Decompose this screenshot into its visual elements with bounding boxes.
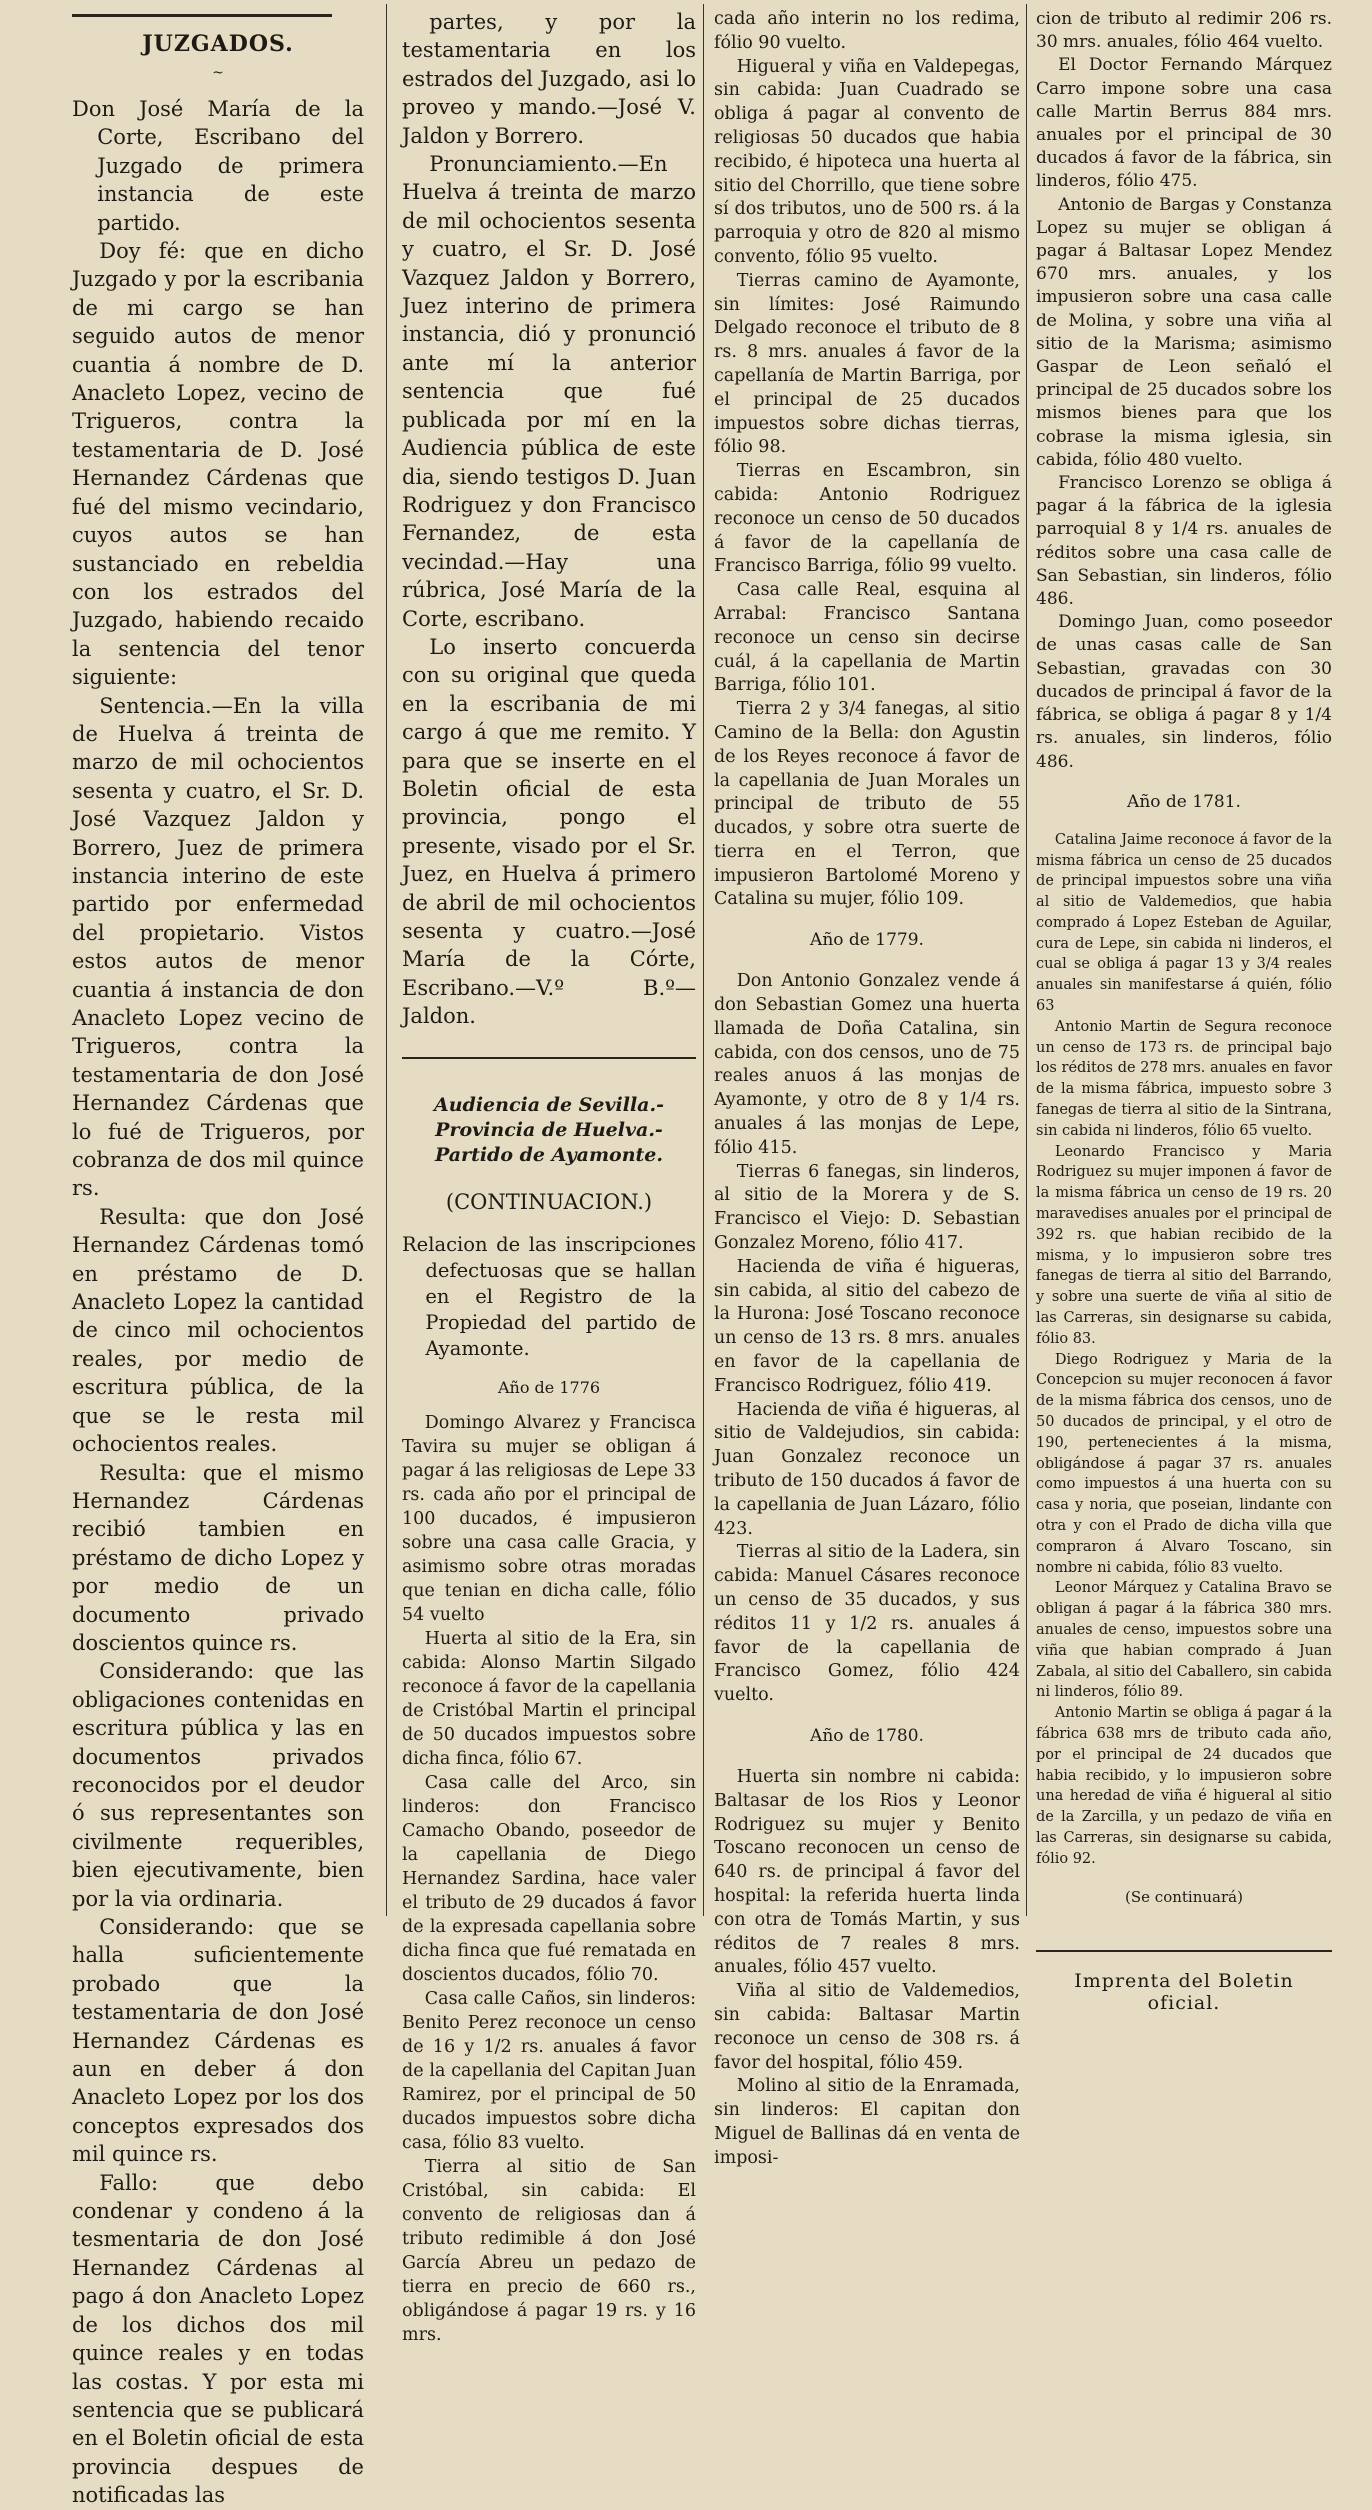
year-heading: Año de 1779.	[810, 930, 924, 951]
entry: Tierra al sitio de San Cristóbal, sin cabida: El convento de religiosas dan á tributo redimible á don José García Abreu un pedazo de tierra en precio de 660 rs., obligándose á pagar 19 rs. y 16 mrs.	[402, 2156, 696, 2345]
entry: Francisco Lorenzo se obliga á pagar á la fábrica de la iglesia parroquial 8 y 1/4 rs. anuales de réditos sobre una casa calle de San Sebastian, sin linderos, fólio 486.	[1036, 473, 1332, 610]
paragraph: Fallo: que debo condenar y condeno á la tesmentaria de don José Hernandez Cárdenas al pago á don Anacleto Lopez de los dichos dos mil quince reales y en todas las costas. Y por esta mi sentencia que se publicará en el Boletin oficial de esta provincia despues de notificadas las	[72, 2170, 364, 2508]
entry: Tierras en Escambron, sin cabida: Antonio Rodriguez reconoce un censo de 50 ducados á favor de la capellanía de Francisco Barriga, fólio 99 vuelto.	[714, 461, 1020, 577]
paragraph: Resulta: que el mismo Hernandez Cárdenas recibió tambien en préstamo de dicho Lopez y por medio de un documento privado doscientos quince rs.	[72, 1460, 364, 1655]
paragraph: Lo inserto concuerda con su original que queda en la escribania de mi cargo á que me remito. Y para que se inserte en el Boletin oficial de esta provincia, pongo el presente, visado por el Sr. Juez, en Huelva á primero de abril de mil ochocientos sesenta y cuatro.—José María de la Córte, Escribano.—V.º B.º—Jaldon.	[402, 634, 696, 1029]
paragraph: Pronunciamiento.—En Huelva á treinta de marzo de mil ochocientos sesenta y cuatro, el Sr. D. José Vazquez Jaldon y Borrero, Juez interino de primera instancia, dió y pronunció ante mí la anterior sentencia que fué publicada por mí en la Audiencia pública de este dia, siendo testigos D. Juan Rodriguez y don Francisco Fernandez, de esta vecindad.—Hay una rúbrica, José María de la Corte, escribano.	[402, 152, 696, 631]
entry: cada año interin no los redima, fólio 90 vuelto.	[714, 9, 1020, 53]
entry: Antonio de Bargas y Constanza Lopez su mujer se obligan á pagar á Baltasar Lopez Mendez 670 mrs. anuales, y los impusieron sobre una casa calle de Molina, y sobre una viña al sitio de la Marisma; asimismo Gaspar de Leon señaló el principal de 25 ducados sobre los mismos bienes para que los cobrase la misma iglesia, sin cabida, fólio 480 vuelto.	[1036, 194, 1332, 470]
section-rule	[402, 1057, 696, 1059]
entry: Hacienda de viña é higueras, al sitio de Valdejudios, sin cabida: Juan Gonzalez reconoce un tributo de 150 ducados á favor de la capellania de Juan Lázaro, fólio 423.	[714, 1399, 1020, 1539]
to-be-continued: (Se continuará)	[1125, 1887, 1243, 1906]
intro-paragraph: Don José María de la Corte, Escribano del Juzgado de primera instancia de este partido.	[72, 97, 364, 235]
entry: Viña al sitio de Valdemedios, sin cabida: Baltasar Martin reconoce un censo de 308 rs. á favor del hospital, fólio 459.	[714, 1981, 1020, 2073]
entry: Tierras camino de Ayamonte, sin límites: José Raimundo Delgado reconoce el tributo de 8 rs. 8 mrs. anuales á favor de la capellanía de Martin Barriga, por el principal de 25 ducados impuestos sobre dichas tierras, fólio 98.	[714, 270, 1020, 458]
year-heading: Año de 1781.	[1127, 791, 1241, 812]
entry: cion de tributo al redimir 206 rs. 30 mrs. anuales, fólio 464 vuelto.	[1036, 9, 1332, 53]
paragraph: Considerando: que se halla suficientemente probado que la testamentaria de don José Hernandez Cárdenas es aun en deber á don Anacleto Lopez por los dos conceptos expresados dos mil quince rs.	[72, 1915, 364, 2167]
paragraph: Doy fé: que en dicho Juzgado y por la escribania de mi cargo se han seguido autos de menor cuantia á nombre de D. Anacleto Lopez, vecino de Trigueros, contra la testamentaria de D. José Hernandez Cárdenas que fué del mismo vecindario, cuyos autos se han sustanciado en rebeldia con los estrados del Juzgado, habiendo recaido la sentencia del tenor siguiente:	[72, 239, 364, 690]
entry: Antonio Martin de Segura reconoce un censo de 173 rs. de principal bajo los réditos de 278 mrs. anuales en favor de la misma fábrica, impuesto sobre 3 fanegas de tierra al sitio de la Sintrana, sin cabida ni linderos, fólio 65 vuelto.	[1036, 1018, 1332, 1139]
column-divider	[703, 4, 704, 1916]
entry: Higueral y viña en Valdepegas, sin cabida: Juan Cuadrado se obliga á pagar al convento de religiosas 50 ducados que habia recibido, é hipoteca una huerta al sitio del Chorrillo, que tiene sobre sí dos tributos, uno de 500 rs. á la parroquia y otro de 820 al mismo convento, fólio 95 vuelto.	[714, 56, 1020, 267]
entry: Diego Rodriguez y Maria de la Concepcion su mujer reconocen á favor de la misma fábrica dos censos, uno de 50 ducados de principal, y el otro de 190, pertenecientes á la misma, obligándose á pagar 37 rs. anuales como impuestos á una huerta con su casa y noria, que poseian, lindante con otra y con el Prado de dicha villa que compraron á Alvaro Toscano, sin nombre ni cabida, fólio 83 vuelto.	[1036, 1351, 1332, 1576]
paragraph: Resulta: que don José Hernandez Cárdenas tomó en préstamo de D. Anacleto Lopez la cantidad de cinco mil ochocientos reales, por medio de escritura pública, de la que se le resta mil ochocientos reales.	[72, 1204, 364, 1457]
column-2	[402, 8, 696, 2345]
entry: El Doctor Fernando Márquez Carro impone sobre una casa calle Martin Berrus 884 mrs. anuales por el principal de 30 ducados á favor de la fábrica, sin linderos, fólio 475.	[1036, 55, 1332, 192]
column-1	[72, 8, 364, 2508]
section-heading: JUZGADOS.	[142, 31, 294, 57]
entry: Leonardo Francisco y Maria Rodriguez su mujer imponen á favor de la misma fábrica un censo de 19 rs. 20 maravedises anuales por el principal de 392 rs. que habian recibido de la misma, y lo impusieron sobre tres fanegas de tierra al sitio del Barrando, y sobre una suerte de viña al sitio de las Carreras, sin designarse su cabida, fólio 83.	[1036, 1143, 1332, 1347]
printer-imprint: Imprenta del Boletin oficial.	[1074, 1969, 1294, 2014]
entry: Casa calle del Arco, sin linderos: don Francisco Camacho Obando, poseedor de la capellania de Diego Hernandez Sardina, hace valer el tributo de 29 ducados á favor de la expresada capellania sobre dicha finca que fué rematada en doscientos ducados, fólio 70.	[402, 1772, 696, 1985]
ornament: ~	[212, 65, 224, 81]
paragraph: Sentencia.—En la villa de Huelva á treinta de marzo de mil ochocientos sesenta y cuatro, el Sr. D. José Vazquez Jaldon y Borrero, Juez de primera instancia interino de este partido por enfermedad del propietario. Vistos estos autos de menor cuantia á instancia de don Anacleto Lopez vecino de Trigueros, contra la testamentaria de don José Hernandez Cárdenas que lo fué de Trigueros, por cobranza de dos mil quince rs.	[72, 693, 364, 1201]
column-divider	[386, 4, 387, 1916]
top-rule	[72, 14, 332, 17]
entry: Tierras 6 fanegas, sin linderos, al sitio de la Morera y de S. Francisco el Viejo: D. Sebastian Gonzalez Moreno, fólio 417.	[714, 1161, 1020, 1254]
entry: Huerta al sitio de la Era, sin cabida: Alonso Martin Silgado reconoce á favor de la capellania de Cristóbal Martin el principal de 50 ducados impuestos sobre dicha finca, fólio 67.	[402, 1628, 696, 1769]
entry: Don Antonio Gonzalez vende á don Sebastian Gomez una huerta llamada de Doña Catalina, sin cabida, con dos censos, uno de 75 reales anuos á las monjas de Ayamonte, y otro de 8 y 1/4 rs. anuales á las monjas de Lepe, fólio 415.	[714, 971, 1020, 1158]
entry: Antonio Martin se obliga á pagar á la fábrica 638 mrs de tributo cada año, por el principal de 24 ducados que habia recibido, y lo impusieron sobre una heredad de viña é higueral al sitio de la Zarcilla, y un pedazo de viña en las Carreras, sin designarse su cabida, fólio 92.	[1036, 1705, 1332, 1867]
entry: Hacienda de viña é higueras, sin cabida, al sitio del cabezo de la Hurona: José Toscano reconoce un censo de 13 rs. 8 mrs. anuales en favor de la capellania de Francisco Rodriguez, fólio 419.	[714, 1256, 1020, 1396]
footer-rule	[1036, 1950, 1332, 1952]
entry: Casa calle Real, esquina al Arrabal: Francisco Santana reconoce un censo sin decirse cuál, á la capellania de Martin Barriga, fólio 101.	[714, 580, 1020, 696]
entry: Huerta sin nombre ni cabida: Baltasar de los Rios y Leonor Rodriguez su mujer y Benito Toscano reconocen un censo de 640 rs. de principal á favor del hospital: la referida huerta linda con otra de Tomás Martin, y sus réditos de 7 reales 8 mrs. anuales, fólio 457 vuelto.	[714, 1766, 1020, 1978]
entry: Catalina Jaime reconoce á favor de la misma fábrica un censo de 25 ducados de principal impuestos sobre una viña al sitio de Valdemedios, que habia comprado á Lopez Esteban de Aguilar, cura de Lepe, sin cabida ni linderos, el cual se obliga á pagar 13 y 3/4 reales anuales sin manifestarse á quién, fólio 63	[1036, 831, 1332, 1015]
paragraph: Considerando: que las obligaciones contenidas en escritura pública y las en documentos privados reconocidos por el deudor ó sus representantes son civilmente requeribles, bien ejecutivamente, bien por la via ordinaria.	[72, 1659, 364, 1911]
entry: Tierra 2 y 3/4 fanegas, al sitio Camino de la Bella: don Agustin de los Reyes reconoce á favor de la capellania de Juan Morales un principal de tributo de 55 ducados, y sobre otra suerte de tierra en el Terron, que impusieron Bartolomé Moreno y Catalina su mujer, fólio 109.	[714, 699, 1020, 910]
entry: Domingo Alvarez y Francisca Tavira su mujer se obligan á pagar á las religiosas de Lepe 33 rs. cada año por el principal de 100 ducados, é impusieron sobre una casa calle Gracia, y asimismo sobre otras moradas que tenian en dicha calle, fólio 54 vuelto	[402, 1412, 696, 1625]
paragraph: partes, y por la testamentaria en los estrados del Juzgado, asi lo proveo y mando.—José V. Jaldon y Borrero.	[402, 10, 696, 148]
entry: Domingo Juan, como poseedor de unas casas calle de San Sebastian, gravadas con 30 ducados de principal á favor de la fábrica, se obliga á pagar 8 y 1/4 rs. anuales, sin linderos, fólio 486.	[1036, 612, 1332, 772]
section-title: Audiencia de Sevilla.-Provincia de Huelva.-Partido de Ayamonte.	[434, 1093, 664, 1166]
continuation-heading: (CONTINUACION.)	[445, 1189, 653, 1214]
column-4	[1036, 8, 1332, 2014]
entry: Casa calle Caños, sin linderos: Benito Perez reconoce un censo de 16 y 1/2 rs. anuales á favor de la capellania del Capitan Juan Ramirez, por el principal de 50 ducados impuestos sobre dicha casa, fólio 83 vuelto.	[402, 1988, 696, 2153]
column-divider	[1026, 4, 1027, 1916]
year-heading: Año de 1776	[497, 1377, 601, 1397]
entry: Molino al sitio de la Enramada, sin linderos: El capitan don Miguel de Ballinas dá en venta de imposi-	[714, 2076, 1020, 2168]
entry: Leonor Márquez y Catalina Bravo se obligan á pagar á la fábrica 380 mrs. anuales de censo, impuestos sobre una viña que habian comprado á Juan Zabala, al sitio del Caballero, sin cabida ni linderos, fólio 89.	[1036, 1580, 1332, 1701]
entry: Tierras al sitio de la Ladera, sin cabida: Manuel Cásares reconoce un censo de 35 ducados, y sus réditos 11 y 1/2 rs. anuales á favor de la capellania de Francisco Gomez, fólio 424 vuelto.	[714, 1542, 1020, 1706]
relacion-title: Relacion de las inscripciones defectuosas que se hallan en el Registro de la Propiedad del partido de Ayamonte.	[402, 1232, 696, 1360]
year-heading: Año de 1780.	[810, 1725, 924, 1746]
column-3	[714, 8, 1020, 2168]
